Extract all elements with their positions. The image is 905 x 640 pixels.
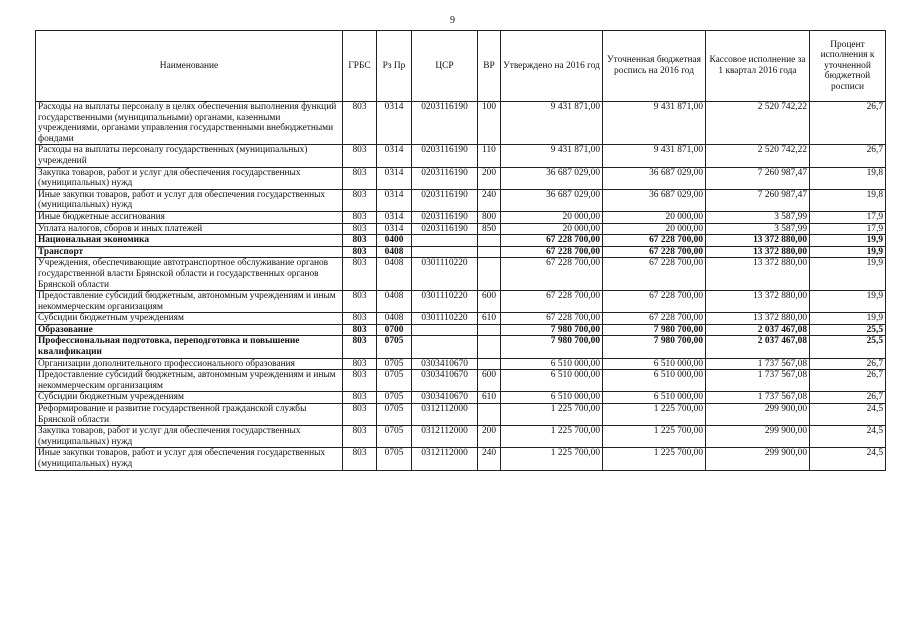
cell-csr: 0301110220 [412, 291, 478, 313]
cell-approved: 6 510 000,00 [501, 370, 603, 392]
cell-csr [412, 246, 478, 258]
cell-refined: 7 980 700,00 [603, 324, 706, 336]
cell-vr: 100 [478, 102, 501, 145]
cell-approved: 67 228 700,00 [501, 291, 603, 313]
table-row [36, 426, 886, 448]
cell-name: Образование [36, 324, 343, 336]
cell-cash: 13 372 880,00 [706, 235, 810, 247]
cell-csr [412, 324, 478, 336]
cell-vr [478, 258, 501, 291]
table-row [36, 235, 886, 247]
cell-grbs: 803 [343, 145, 377, 167]
cell-name: Закупка товаров, работ и услуг для обеспечения государственных (муниципальных) нужд [36, 426, 343, 448]
cell-approved: 1 225 700,00 [501, 448, 603, 470]
cell-csr: 0203116190 [412, 211, 478, 223]
cell-name: Закупка товаров, работ и услуг для обеспечения государственных (муниципальных) нужд [36, 167, 343, 189]
cell-approved: 20 000,00 [501, 223, 603, 235]
cell-percent: 24,5 [810, 404, 886, 426]
cell-cash: 1 737 567,08 [706, 358, 810, 370]
table-row [36, 358, 886, 370]
cell-approved: 9 431 871,00 [501, 102, 603, 145]
table-row [36, 370, 886, 392]
cell-approved: 7 980 700,00 [501, 324, 603, 336]
cell-grbs: 803 [343, 291, 377, 313]
cell-cash: 2 037 467,08 [706, 336, 810, 358]
cell-csr: 0203116190 [412, 102, 478, 145]
table-row [36, 448, 886, 470]
cell-refined: 7 980 700,00 [603, 336, 706, 358]
cell-name: Предоставление субсидий бюджетным, автономным учреждениям и иным некоммерческим организациям [36, 370, 343, 392]
cell-percent: 17,9 [810, 211, 886, 223]
cell-percent: 19,9 [810, 235, 886, 247]
table-row [36, 167, 886, 189]
table-row [36, 189, 886, 211]
table-row [36, 102, 886, 145]
cell-percent: 24,5 [810, 426, 886, 448]
cell-cash: 299 900,00 [706, 448, 810, 470]
cell-vr [478, 324, 501, 336]
table-row [36, 324, 886, 336]
cell-vr: 610 [478, 392, 501, 404]
cell-name: Транспорт [36, 246, 343, 258]
cell-approved: 67 228 700,00 [501, 258, 603, 291]
cell-grbs: 803 [343, 358, 377, 370]
cell-percent: 19,9 [810, 258, 886, 291]
cell-rzpr: 0705 [377, 358, 412, 370]
cell-refined: 67 228 700,00 [603, 291, 706, 313]
cell-refined: 1 225 700,00 [603, 448, 706, 470]
cell-rzpr: 0408 [377, 291, 412, 313]
table-row [36, 246, 886, 258]
cell-grbs: 803 [343, 426, 377, 448]
cell-approved: 67 228 700,00 [501, 313, 603, 325]
cell-csr: 0203116190 [412, 145, 478, 167]
cell-name: Национальная экономика [36, 235, 343, 247]
cell-vr [478, 336, 501, 358]
cell-approved: 67 228 700,00 [501, 235, 603, 247]
table-header-row [36, 31, 886, 102]
cell-cash: 299 900,00 [706, 404, 810, 426]
table-row [36, 258, 886, 291]
cell-cash: 2 037 467,08 [706, 324, 810, 336]
cell-csr: 0203116190 [412, 167, 478, 189]
cell-name: Иные закупки товаров, работ и услуг для обеспечения государственных (муниципальных) нужд [36, 189, 343, 211]
cell-cash: 299 900,00 [706, 426, 810, 448]
cell-refined: 20 000,00 [603, 223, 706, 235]
cell-refined: 9 431 871,00 [603, 145, 706, 167]
column-header-vr: ВР [478, 31, 501, 102]
cell-percent: 26,7 [810, 358, 886, 370]
cell-rzpr: 0700 [377, 324, 412, 336]
cell-csr: 0303410670 [412, 358, 478, 370]
cell-grbs: 803 [343, 336, 377, 358]
cell-vr: 600 [478, 291, 501, 313]
cell-cash: 1 737 567,08 [706, 370, 810, 392]
cell-grbs: 803 [343, 167, 377, 189]
cell-refined: 36 687 029,00 [603, 189, 706, 211]
cell-refined: 67 228 700,00 [603, 258, 706, 291]
cell-percent: 25,5 [810, 324, 886, 336]
cell-csr: 0312112000 [412, 404, 478, 426]
cell-cash: 13 372 880,00 [706, 246, 810, 258]
cell-cash: 2 520 742,22 [706, 145, 810, 167]
cell-name: Реформирование и развитие государственной гражданской службы Брянской области [36, 404, 343, 426]
table-row [36, 404, 886, 426]
cell-percent: 19,8 [810, 189, 886, 211]
cell-vr [478, 404, 501, 426]
cell-cash: 3 587,99 [706, 211, 810, 223]
cell-percent: 24,5 [810, 448, 886, 470]
cell-cash: 13 372 880,00 [706, 291, 810, 313]
cell-csr: 0301110220 [412, 313, 478, 325]
cell-refined: 67 228 700,00 [603, 246, 706, 258]
column-header-csr: ЦСР [412, 31, 478, 102]
cell-csr: 0303410670 [412, 370, 478, 392]
cell-refined: 6 510 000,00 [603, 392, 706, 404]
cell-name: Расходы на выплаты персоналу в целях обеспечения выполнения функций государственными (муниципальными) органами, казенными учреждениями, органами управления государственными внебюджетными фондами [36, 102, 343, 145]
table-row [36, 336, 886, 358]
cell-grbs: 803 [343, 223, 377, 235]
cell-vr: 850 [478, 223, 501, 235]
cell-grbs: 803 [343, 211, 377, 223]
cell-vr: 240 [478, 189, 501, 211]
cell-approved: 6 510 000,00 [501, 358, 603, 370]
cell-rzpr: 0314 [377, 102, 412, 145]
cell-approved: 9 431 871,00 [501, 145, 603, 167]
cell-vr: 610 [478, 313, 501, 325]
cell-rzpr: 0314 [377, 211, 412, 223]
cell-csr [412, 336, 478, 358]
cell-approved: 36 687 029,00 [501, 167, 603, 189]
cell-rzpr: 0408 [377, 246, 412, 258]
cell-grbs: 803 [343, 404, 377, 426]
cell-percent: 19,9 [810, 313, 886, 325]
cell-grbs: 803 [343, 448, 377, 470]
cell-percent: 26,7 [810, 145, 886, 167]
cell-percent: 19,8 [810, 167, 886, 189]
cell-rzpr: 0314 [377, 145, 412, 167]
cell-vr: 600 [478, 370, 501, 392]
cell-grbs: 803 [343, 258, 377, 291]
cell-percent: 26,7 [810, 370, 886, 392]
cell-name: Субсидии бюджетным учреждениям [36, 313, 343, 325]
cell-percent: 17,9 [810, 223, 886, 235]
cell-rzpr: 0705 [377, 448, 412, 470]
cell-name: Иные бюджетные ассигнования [36, 211, 343, 223]
cell-approved: 36 687 029,00 [501, 189, 603, 211]
cell-vr [478, 235, 501, 247]
cell-csr: 0301110220 [412, 258, 478, 291]
cell-name: Профессиональная подготовка, переподготовка и повышение квалификации [36, 336, 343, 358]
cell-csr: 0203116190 [412, 189, 478, 211]
cell-grbs: 803 [343, 370, 377, 392]
cell-grbs: 803 [343, 235, 377, 247]
cell-rzpr: 0408 [377, 313, 412, 325]
cell-approved: 67 228 700,00 [501, 246, 603, 258]
cell-grbs: 803 [343, 313, 377, 325]
cell-rzpr: 0314 [377, 223, 412, 235]
cell-percent: 25,5 [810, 336, 886, 358]
cell-cash: 7 260 987,47 [706, 167, 810, 189]
cell-grbs: 803 [343, 392, 377, 404]
table-body [36, 102, 886, 471]
column-header-name: Наименование [36, 31, 343, 102]
cell-vr [478, 246, 501, 258]
cell-rzpr: 0314 [377, 167, 412, 189]
cell-grbs: 803 [343, 246, 377, 258]
cell-vr: 240 [478, 448, 501, 470]
table-row [36, 211, 886, 223]
page-number: 9 [450, 15, 455, 26]
cell-cash: 2 520 742,22 [706, 102, 810, 145]
cell-percent: 26,7 [810, 392, 886, 404]
cell-refined: 67 228 700,00 [603, 313, 706, 325]
cell-rzpr: 0408 [377, 258, 412, 291]
cell-name: Субсидии бюджетным учреждениям [36, 392, 343, 404]
cell-vr: 200 [478, 167, 501, 189]
cell-refined: 6 510 000,00 [603, 370, 706, 392]
table-row [36, 291, 886, 313]
cell-approved: 6 510 000,00 [501, 392, 603, 404]
cell-refined: 1 225 700,00 [603, 426, 706, 448]
cell-refined: 1 225 700,00 [603, 404, 706, 426]
cell-vr: 200 [478, 426, 501, 448]
cell-percent: 26,7 [810, 102, 886, 145]
cell-name: Предоставление субсидий бюджетным, автономным учреждениям и иным некоммерческим организациям [36, 291, 343, 313]
column-header-percent: Процент исполнения к уточненной бюджетной росписи [810, 31, 886, 102]
cell-csr: 0312112000 [412, 448, 478, 470]
cell-refined: 6 510 000,00 [603, 358, 706, 370]
cell-refined: 36 687 029,00 [603, 167, 706, 189]
cell-cash: 13 372 880,00 [706, 258, 810, 291]
cell-csr: 0312112000 [412, 426, 478, 448]
cell-grbs: 803 [343, 189, 377, 211]
cell-approved: 7 980 700,00 [501, 336, 603, 358]
column-header-approved: Утверждено на 2016 год [501, 31, 603, 102]
cell-rzpr: 0705 [377, 336, 412, 358]
cell-cash: 3 587,99 [706, 223, 810, 235]
cell-csr: 0303410670 [412, 392, 478, 404]
cell-approved: 20 000,00 [501, 211, 603, 223]
column-header-cash: Кассовое исполнение за 1 квартал 2016 года [706, 31, 810, 102]
cell-name: Организации дополнительного профессионального образования [36, 358, 343, 370]
cell-grbs: 803 [343, 324, 377, 336]
cell-cash: 13 372 880,00 [706, 313, 810, 325]
cell-name: Учреждения, обеспечивающие автотранспортное обслуживание органов государственной власти Брянской области и государственных органов Брянской области [36, 258, 343, 291]
cell-refined: 9 431 871,00 [603, 102, 706, 145]
budget-execution-table [35, 30, 886, 471]
cell-name: Уплата налогов, сборов и иных платежей [36, 223, 343, 235]
cell-rzpr: 0705 [377, 370, 412, 392]
cell-rzpr: 0400 [377, 235, 412, 247]
cell-name: Иные закупки товаров, работ и услуг для обеспечения государственных (муниципальных) нужд [36, 448, 343, 470]
cell-vr [478, 358, 501, 370]
cell-rzpr: 0705 [377, 426, 412, 448]
table-row [36, 145, 886, 167]
cell-vr: 800 [478, 211, 501, 223]
column-header-refined: Уточненная бюджетная роспись на 2016 год [603, 31, 706, 102]
cell-cash: 7 260 987,47 [706, 189, 810, 211]
table-row [36, 223, 886, 235]
cell-refined: 20 000,00 [603, 211, 706, 223]
cell-cash: 1 737 567,08 [706, 392, 810, 404]
cell-rzpr: 0705 [377, 404, 412, 426]
cell-name: Расходы на выплаты персоналу государственных (муниципальных) учреждений [36, 145, 343, 167]
column-header-grbs: ГРБС [343, 31, 377, 102]
cell-vr: 110 [478, 145, 501, 167]
table-row [36, 313, 886, 325]
table-row [36, 392, 886, 404]
cell-approved: 1 225 700,00 [501, 426, 603, 448]
cell-percent: 19,9 [810, 291, 886, 313]
cell-refined: 67 228 700,00 [603, 235, 706, 247]
cell-percent: 19,9 [810, 246, 886, 258]
cell-rzpr: 0705 [377, 392, 412, 404]
cell-csr [412, 235, 478, 247]
cell-csr: 0203116190 [412, 223, 478, 235]
cell-rzpr: 0314 [377, 189, 412, 211]
cell-approved: 1 225 700,00 [501, 404, 603, 426]
cell-grbs: 803 [343, 102, 377, 145]
column-header-rzpr: Рз Пр [377, 31, 412, 102]
